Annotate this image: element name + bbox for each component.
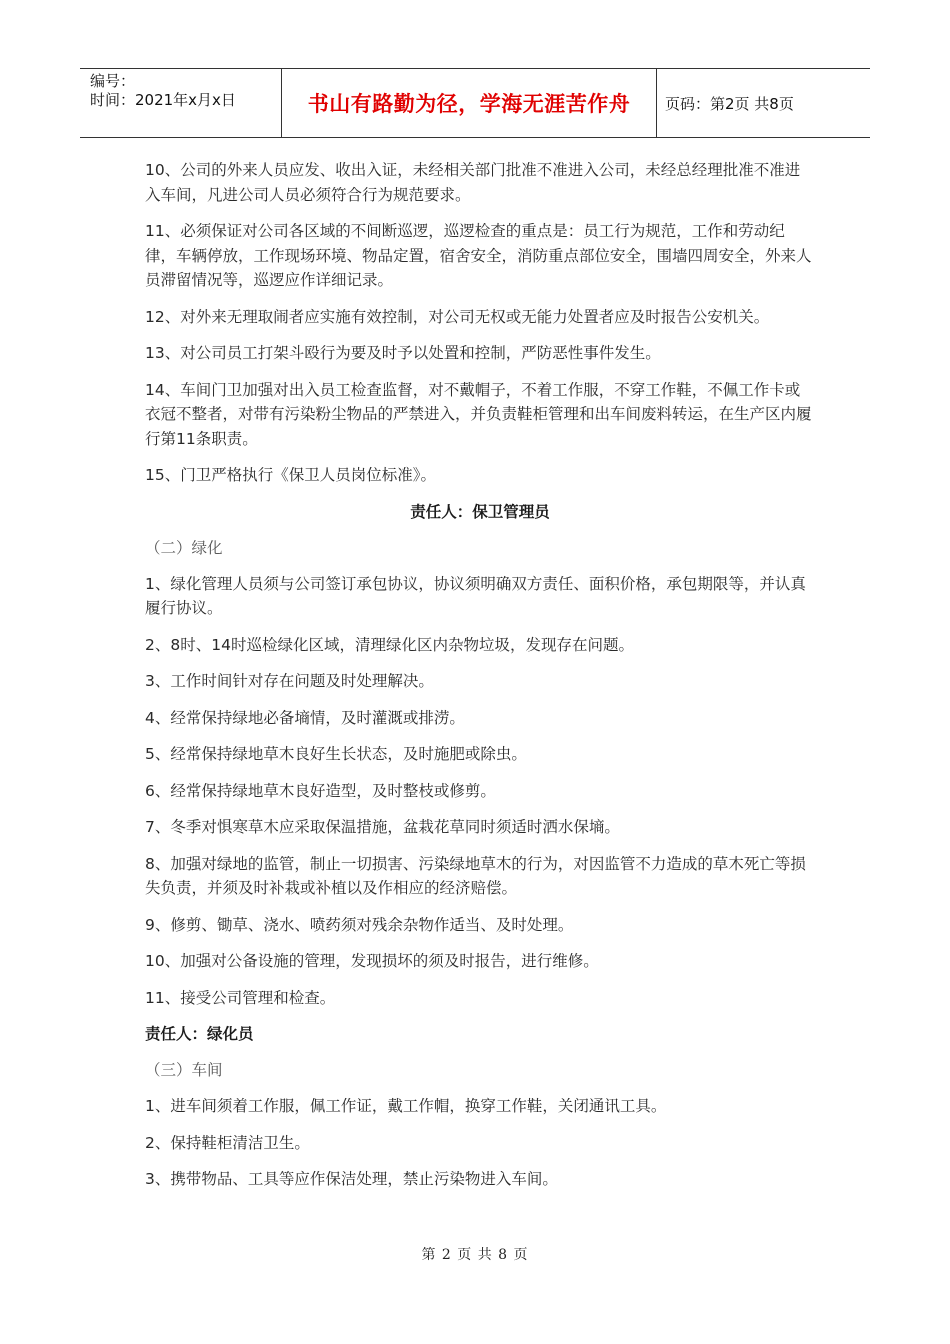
paragraph: 2、保持鞋柜清洁卫生。 (145, 1133, 310, 1152)
paragraph: 12、对外来无理取闹者应实施有效控制，对公司无权或无能力处置者应及时报告公安机关。 (145, 307, 770, 326)
number-label: 编号： (90, 72, 136, 90)
section-heading-workshop: （三）车间 (145, 1061, 223, 1079)
paragraph: 3、工作时间针对存在问题及时处理解决。 (145, 672, 434, 690)
paragraph: 14、车间门卫加强对出入员工检查监督，对不戴帽子，不着工作服，不穿工作鞋，不佩工作卡或衣冠不整者，对带有污染粉尘物品的严禁进入，并负责鞋柜管理和出车间废料转运，在生产区内履行第11条职责。 (145, 380, 812, 448)
paragraph: 1、绿化管理人员须与公司签订承包协议，协议须明确双方责任、面积价格，承包期限等，并认真履行协议。 (145, 574, 806, 617)
responsible-security: 责任人：保卫管理员 (410, 502, 550, 521)
header-page-info: 页码：第2页 共8页 (665, 94, 794, 113)
paragraph: 10、公司的外来人员应发、收出入证，未经相关部门批准不准进入公司，未经总经理批准不准进入车间，凡进公司人员必须符合行为规范要求。 (145, 161, 801, 204)
paragraph: 6、经常保持绿地草木良好造型，及时整枝或修剪。 (145, 781, 496, 800)
document-body (145, 158, 815, 1204)
responsible-green: 责任人：绿化员 (145, 1025, 254, 1043)
paragraph: 10、加强对公备设施的管理，发现损坏的须及时报告，进行维修。 (145, 952, 599, 970)
page-footer: 第 2 页 共 8 页 (421, 1247, 529, 1263)
date-label: 时间：2021年x月x日 (90, 91, 236, 109)
header-meta (80, 69, 282, 137)
paragraph: 2、8时、14时巡检绿化区域，清理绿化区内杂物垃圾，发现存在问题。 (145, 635, 634, 654)
paragraph: 11、接受公司管理和检查。 (145, 988, 336, 1007)
paragraph: 9、修剪、锄草、浇水、喷药须对残余杂物作适当、及时处理。 (145, 915, 574, 934)
section-heading-green: （二）绿化 (145, 538, 223, 557)
paragraph: 8、加强对绿地的监管，制止一切损害、污染绿地草木的行为，对因监管不力造成的草木死亡等损失负责，并须及时补栽或补植以及作相应的经济赔偿。 (145, 854, 806, 897)
paragraph: 5、经常保持绿地草木良好生长状态，及时施肥或除虫。 (145, 745, 527, 763)
page-header (80, 68, 870, 138)
paragraph: 1、进车间须着工作服，佩工作证，戴工作帽，换穿工作鞋，关闭通讯工具。 (145, 1097, 667, 1115)
header-motto: 书山有路勤为径，学海无涯苦作舟 (282, 69, 657, 137)
paragraph: 3、携带物品、工具等应作保洁处理，禁止污染物进入车间。 (145, 1170, 558, 1188)
paragraph: 15、门卫严格执行《保卫人员岗位标准》。 (145, 466, 436, 484)
paragraph: 11、必须保证对公司各区域的不间断巡逻，巡逻检查的重点是：员工行为规范，工作和劳动纪律，车辆停放，工作现场环境、物品定置，宿舍安全，消防重点部位安全，围墙四周安全，外来人员滞留情况等，巡逻应作详细记录。 (145, 222, 812, 289)
paragraph: 7、冬季对惧寒草木应采取保温措施，盆栽花草同时须适时洒水保墒。 (145, 818, 620, 836)
paragraph: 13、对公司员工打架斗殴行为要及时予以处置和控制，严防恶性事件发生。 (145, 344, 661, 362)
paragraph: 4、经常保持绿地必备墒情，及时灌溉或排涝。 (145, 708, 465, 727)
